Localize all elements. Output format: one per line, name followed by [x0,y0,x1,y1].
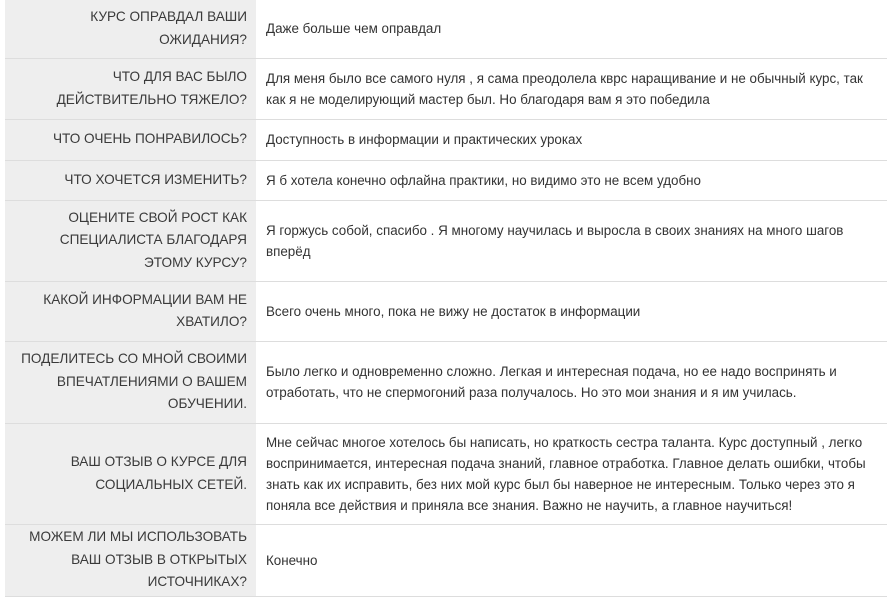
answer-cell: Было легко и одновременно сложно. Легкая и интересная подача, но ее надо воспринять и отработать, что не спермогоний раза получалось. Но это мои знания и я им училась. [256,341,887,423]
table-row [5,341,887,423]
answer-cell: Всего очень много, пока не вижу не достаток в информации [256,281,887,341]
question-cell: ВАШ ОТЗЫВ О КУРСЕ ДЛЯ СОЦИАЛЬНЫХ СЕТЕЙ. [5,423,256,524]
question-cell: ПОДЕЛИТЕСЬ СО МНОЙ СВОИМИ ВПЕЧАТЛЕНИЯМИ О ВАШЕМ ОБУЧЕНИИ. [5,341,256,423]
table-row [5,160,887,200]
answer-cell: Конечно [256,524,887,596]
table-row [5,58,887,119]
answer-cell: Для меня было все самого нуля , я сама преодолела кврс наращивание и не обычный курс, так как я не моделирующий мастер был. Но благодаря вам я это победила [256,58,887,119]
question-cell: ЧТО ОЧЕНЬ ПОНРАВИЛОСЬ? [5,119,256,160]
table-row [5,0,887,58]
answer-cell: Я горжусь собой, спасибо . Я многому научилась и выросла в своих знаниях на много шагов вперёд [256,200,887,281]
table-row [5,200,887,281]
answer-cell: Я б хотела конечно офлайна практики, но видимо это не всем удобно [256,160,887,200]
question-cell: КУРС ОПРАВДАЛ ВАШИ ОЖИДАНИЯ? [5,0,256,58]
question-cell: МОЖЕМ ЛИ МЫ ИСПОЛЬЗОВАТЬ ВАШ ОТЗЫВ В ОТКРЫТЫХ ИСТОЧНИКАХ? [5,524,256,596]
question-cell: ЧТО ДЛЯ ВАС БЫЛО ДЕЙСТВИТЕЛЬНО ТЯЖЕЛО? [5,58,256,119]
answer-cell: Доступность в информации и практических уроках [256,119,887,160]
answer-cell: Даже больше чем оправдал [256,0,887,58]
table-row [5,281,887,341]
table-row [5,524,887,596]
review-table [5,0,887,597]
question-cell: КАКОЙ ИНФОРМАЦИИ ВАМ НЕ ХВАТИЛО? [5,281,256,341]
answer-cell: Мне сейчас многое хотелось бы написать, но краткость сестра таланта. Курс доступный , легко воспринимается, интересная подача знаний, главное отработка. Главное делать ошибки, чтобы знать как их исправить, без них мой курс был бы наверное не интересным. Только через это я поняла все действия и приняла все знания. Важно не научить, а главное научиться! [256,423,887,524]
table-row [5,423,887,524]
question-cell: ОЦЕНИТЕ СВОЙ РОСТ КАК СПЕЦИАЛИСТА БЛАГОДАРЯ ЭТОМУ КУРСУ? [5,200,256,281]
table-row [5,119,887,160]
question-cell: ЧТО ХОЧЕТСЯ ИЗМЕНИТЬ? [5,160,256,200]
